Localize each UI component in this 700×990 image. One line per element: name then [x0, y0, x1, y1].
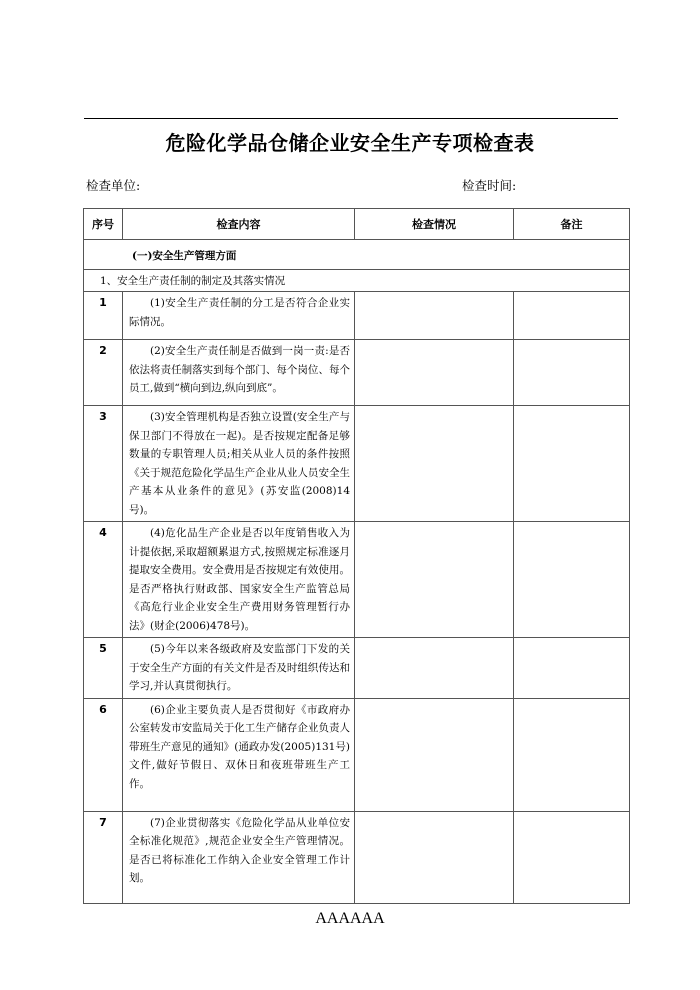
header-remarks: 备注	[514, 209, 630, 240]
status-cell[interactable]	[355, 698, 514, 811]
remarks-cell[interactable]	[514, 638, 630, 699]
header-status: 检查情况	[355, 209, 514, 240]
row-number: 6	[84, 698, 123, 811]
row-content: (5)今年以来各级政府及安监部门下发的关于安全生产方面的有关文件是否及时组织传达和学习,并认真贯彻执行。	[123, 638, 355, 699]
status-cell[interactable]	[355, 406, 514, 522]
inspection-unit-label: 检查单位:	[86, 178, 141, 193]
row-number: 2	[84, 340, 123, 406]
inspection-table	[83, 208, 630, 904]
row-content: (2)安全生产责任制是否做到一岗一责:是否依法将责任制落实到每个部门、每个岗位、每个员工,做到“横向到边,纵向到底”。	[123, 340, 355, 406]
row-number: 4	[84, 522, 123, 638]
remarks-cell[interactable]	[514, 292, 630, 340]
table-row	[84, 292, 630, 340]
table-row	[84, 638, 630, 699]
row-content: (1)安全生产责任制的分工是否符合企业实际情况。	[123, 292, 355, 340]
row-number: 1	[84, 292, 123, 340]
table-row	[84, 522, 630, 638]
page-footer: AAAAAA	[315, 910, 385, 927]
section-row	[84, 240, 630, 270]
status-cell[interactable]	[355, 340, 514, 406]
status-cell[interactable]	[355, 638, 514, 699]
remarks-cell[interactable]	[514, 522, 630, 638]
page-title: 危险化学品仓储企业安全生产专项检查表	[165, 131, 535, 155]
row-content: (3)安全管理机构是否独立设置(安全生产与保卫部门不得放在一起)。是否按规定配备足够数量的专职管理人员;相关从业人员的条件按照《关于规范危险化学品生产企业从业人员安全生产基本从业条件的意见》(苏安监(2008)14号)。	[123, 406, 355, 522]
table-row	[84, 698, 630, 811]
status-cell[interactable]	[355, 811, 514, 903]
inspection-time-label: 检查时间:	[462, 178, 517, 193]
table-row	[84, 406, 630, 522]
remarks-cell[interactable]	[514, 406, 630, 522]
row-number: 7	[84, 811, 123, 903]
table-row	[84, 811, 630, 903]
row-content: (4)危化品生产企业是否以年度销售收入为计提依据,采取超额累退方式,按照规定标准逐月提取安全费用。安全费用是否按规定有效使用。是否严格执行财政部、国家安全生产监管总局《高危行业企业安全生产费用财务管理暂行办法》(财企(2006)478号)。	[123, 522, 355, 638]
row-number: 3	[84, 406, 123, 522]
remarks-cell[interactable]	[514, 698, 630, 811]
status-cell[interactable]	[355, 522, 514, 638]
row-content: (7)企业贯彻落实《危险化学品从业单位安全标准化规范》,规范企业安全生产管理情况。是否已将标准化工作纳入企业安全管理工作计划。	[123, 811, 355, 903]
table-header-row	[84, 209, 630, 240]
header-content: 检查内容	[123, 209, 355, 240]
table-row	[84, 340, 630, 406]
top-rule	[84, 118, 618, 119]
remarks-cell[interactable]	[514, 340, 630, 406]
subsection-row	[84, 270, 630, 292]
header-number: 序号	[84, 209, 123, 240]
subsection-title: 1、安全生产责任制的制定及其落实情况	[84, 270, 630, 292]
row-content: (6)企业主要负责人是否贯彻好《市政府办公室转发市安监局关于化工生产储存企业负责人带班生产意见的通知》(通政办发(2005)131号)文件,做好节假日、双休日和夜班带班生产工作。	[123, 698, 355, 811]
status-cell[interactable]	[355, 292, 514, 340]
section-title: (一)安全生产管理方面	[84, 240, 630, 270]
row-number: 5	[84, 638, 123, 699]
remarks-cell[interactable]	[514, 811, 630, 903]
